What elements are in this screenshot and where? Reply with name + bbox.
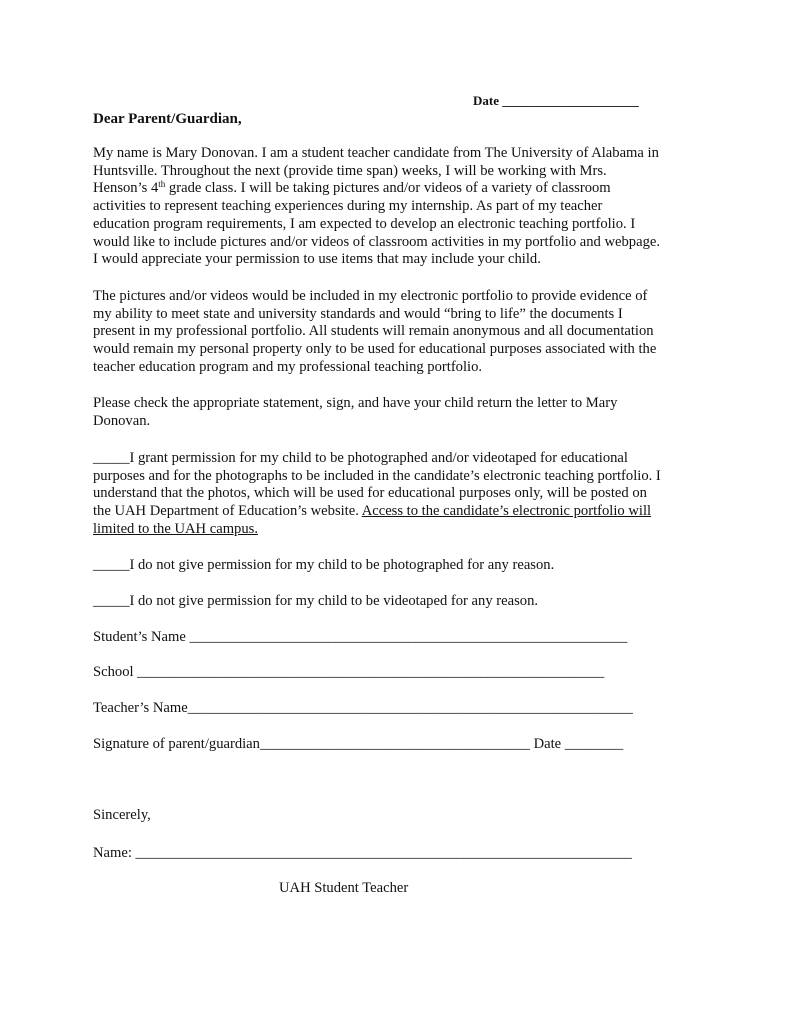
teacher-name-field: Teacher’s Name_____________________________________________________________	[93, 700, 633, 716]
paragraph-text: the UAH Department of Education’s website.	[93, 503, 362, 520]
intro-paragraph	[93, 145, 703, 269]
paragraph-line: would remain my personal property only to be used for educational purposes associated with the	[93, 341, 657, 358]
paragraph-line: education program requirements, I am expected to develop an electronic teaching portfolio. I	[93, 215, 636, 232]
underlined-text: Access to the candidate’s electronic portfolio will	[361, 503, 652, 520]
date-field: Date _____________________	[473, 93, 639, 108]
paragraph-line: The pictures and/or videos would be included in my electronic portfolio to provide evidence of	[93, 288, 648, 304]
paragraph-line: would like to include pictures and/or videos of classroom activities in my portfolio and webpage.	[93, 233, 660, 250]
parent-signature-field: Signature of parent/guardian_____________________________________ Date ________	[93, 736, 624, 752]
school-field: School ________________________________________________________________	[93, 664, 605, 680]
paragraph-line: I would appreciate your permission to use items that may include your child.	[93, 251, 541, 268]
closing: Sincerely,	[93, 807, 151, 823]
paragraph-line: activities to represent teaching experiences during my internship. As part of my teacher	[93, 198, 603, 215]
deny-photo-option: _____I do not give permission for my child to be photographed for any reason.	[93, 557, 555, 573]
paragraph-line: _____I grant permission for my child to be photographed and/or videotaped for educational	[93, 450, 628, 466]
student-name-field: Student’s Name ____________________________________________________________	[93, 629, 628, 645]
paragraph-line	[93, 521, 703, 539]
paragraph-line: purposes and for the photographs to be included in the candidate’s electronic teaching portfolio. I	[93, 467, 661, 484]
grant-permission-option	[93, 450, 703, 539]
paragraph-line: my ability to meet state and university standards and would “bring to life” the documents I	[93, 305, 623, 322]
paragraph-line	[93, 503, 703, 521]
paragraph-line: Donovan.	[93, 412, 151, 429]
salutation: Dear Parent/Guardian,	[93, 111, 242, 127]
purpose-paragraph	[93, 288, 703, 377]
paragraph-line: understand that the photos, which will be used for educational purposes only, will be posted on	[93, 485, 647, 502]
instructions-paragraph	[93, 395, 703, 430]
signature-title: UAH Student Teacher	[279, 880, 409, 896]
paragraph-line: Huntsville. Throughout the next (provide time span) weeks, I will be working with Mrs.	[93, 162, 607, 179]
paragraph-text: Henson’s 4	[93, 180, 159, 197]
paragraph-text: grade class. I will be taking pictures and/or videos of a variety of classroom	[165, 180, 611, 197]
paragraph-line: Please check the appropriate statement, sign, and have your child return the letter to Mary	[93, 395, 618, 411]
underlined-text: limited to the UAH campus.	[93, 520, 258, 537]
paragraph-line: My name is Mary Donovan. I am a student teacher candidate from The University of Alabama in	[93, 145, 659, 161]
ordinal-suffix: th	[158, 179, 166, 190]
paragraph-line	[93, 180, 703, 198]
name-field: Name: ____________________________________________________________________	[93, 845, 632, 861]
paragraph-line: teacher education program and my professional teaching portfolio.	[93, 358, 483, 375]
paragraph-line: present in my professional portfolio. All students will remain anonymous and all documentation	[93, 323, 654, 340]
deny-video-option: _____I do not give permission for my child to be videotaped for any reason.	[93, 593, 539, 609]
